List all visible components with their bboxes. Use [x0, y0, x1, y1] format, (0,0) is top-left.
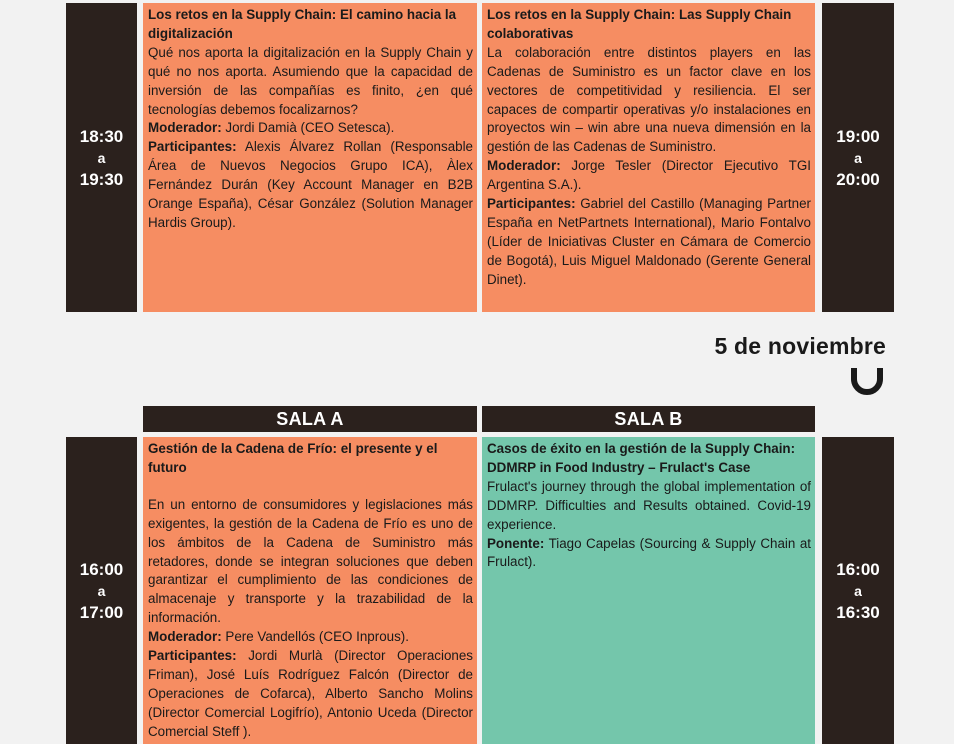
time-start: 16:00: [79, 559, 124, 579]
speaker-label: Ponente:: [487, 535, 545, 551]
time-separator: a: [97, 582, 106, 599]
session-ddmrp-frulact: [482, 437, 815, 744]
session-supply-chain-colaborativas: [482, 3, 815, 312]
moderator-label: Moderador:: [148, 629, 222, 645]
time-end: 17:00: [79, 602, 124, 622]
session-description: En un entorno de consumidores y legislaciones más exigentes, la gestión de la Cadena de Frío es uno de los ámbitos de la Cadena de Suministro más retadores, donde se integran soluciones que deben garantizar el cumplimiento de las condiciones de almacenaje y transporte y la trazabilidad de la información.: [148, 496, 473, 626]
time-separator: a: [97, 149, 106, 166]
time-separator: a: [854, 149, 862, 166]
time-end: 20:00: [836, 169, 880, 189]
time-end: 16:30: [836, 602, 880, 622]
room-header-a: SALA A: [143, 406, 477, 432]
time-block-right-1600: [822, 437, 894, 744]
moderator-label: Moderador:: [148, 120, 222, 136]
moderator-name: Jorge Tesler (Director Ejecutivo TGI Argentina S.A.).: [487, 158, 811, 193]
session-description: Qué nos aporta la digitalización en la Supply Chain y qué no nos aporta. Asumiendo que la capacidad de inversión de las compañías es finito, ¿en qué tecnologías debemos focalizarnos?: [148, 44, 473, 117]
session-title: Gestión de la Cadena de Frío: el presente y el futuro: [148, 441, 438, 475]
time-block-right-1900: [822, 3, 894, 312]
time-separator: a: [854, 582, 862, 599]
participants-label: Participantes:: [487, 196, 576, 212]
moderator-name: Jordi Damià (CEO Setesca).: [225, 120, 395, 136]
session-description: Frulact's journey through the global implementation of DDMRP. Difficulties and Results obtained. Covid-19 experience.: [487, 478, 811, 532]
time-start: 16:00: [836, 559, 880, 579]
time-block-left-1600: [66, 437, 137, 744]
session-title: Los retos en la Supply Chain: Las Supply Chain colaborativas: [487, 7, 792, 41]
moderator-name: Pere Vandellós (CEO Inprous).: [225, 629, 409, 645]
moderator-label: Moderador:: [487, 158, 561, 174]
session-title: Los retos en la Supply Chain: El camino hacia la digitalización: [148, 7, 457, 41]
time-end: 19:30: [79, 169, 124, 189]
date-heading: 5 de noviembre: [714, 333, 886, 359]
participants-label: Participantes:: [148, 139, 237, 155]
participants-list: Gabriel del Castillo (Managing Partner España en NetPartnets International), Mario Fontalvo (Líder de Iniciativas Cluster en Cámara de Comercio de Bogotá), Luis Miguel Maldonado (Gerente General Dinet).: [487, 196, 811, 287]
time-start: 19:00: [836, 126, 880, 146]
participants-list: Alexis Álvarez Rollan (Responsable Área de Nuevos Negocios Grupo ICA), Àlex Fernández Durán (Key Account Manager en B2B Orange España), César González (Solution Manager Hardis Group).: [148, 139, 474, 230]
speaker-name: Tiago Capelas (Sourcing & Supply Chain at Frulact).: [487, 535, 811, 570]
session-digitalizacion: [143, 3, 477, 312]
participants-list: Jordi Murlà (Director Operaciones Friman), José Luís Rodríguez Falcón (Director de Operaciones de Cofarca), Alberto Sancho Molins (Director Comercial Logifrío), Antonio Uceda (Director Comercial Steff ).: [148, 648, 473, 739]
session-title: Casos de éxito en la gestión de la Supply Chain: DDMRP in Food Industry – Frulact's Case: [487, 441, 796, 475]
session-description: La colaboración entre distintos players en las Cadenas de Suministro es un factor clave en los vectores de competitividad y resiliencia. El ser capaces de compartir operativas y/o instalaciones en proyectos win – win abre una nueva dimensión en la gestión de las Cadenas de Suministro.: [487, 44, 811, 155]
time-block-left-1830: [66, 3, 137, 312]
participants-label: Participantes:: [148, 648, 237, 664]
room-header-b: SALA B: [482, 406, 815, 432]
session-cadena-de-frio: [143, 437, 477, 744]
time-start: 18:30: [79, 126, 124, 146]
logo-arc-icon: [848, 365, 888, 399]
